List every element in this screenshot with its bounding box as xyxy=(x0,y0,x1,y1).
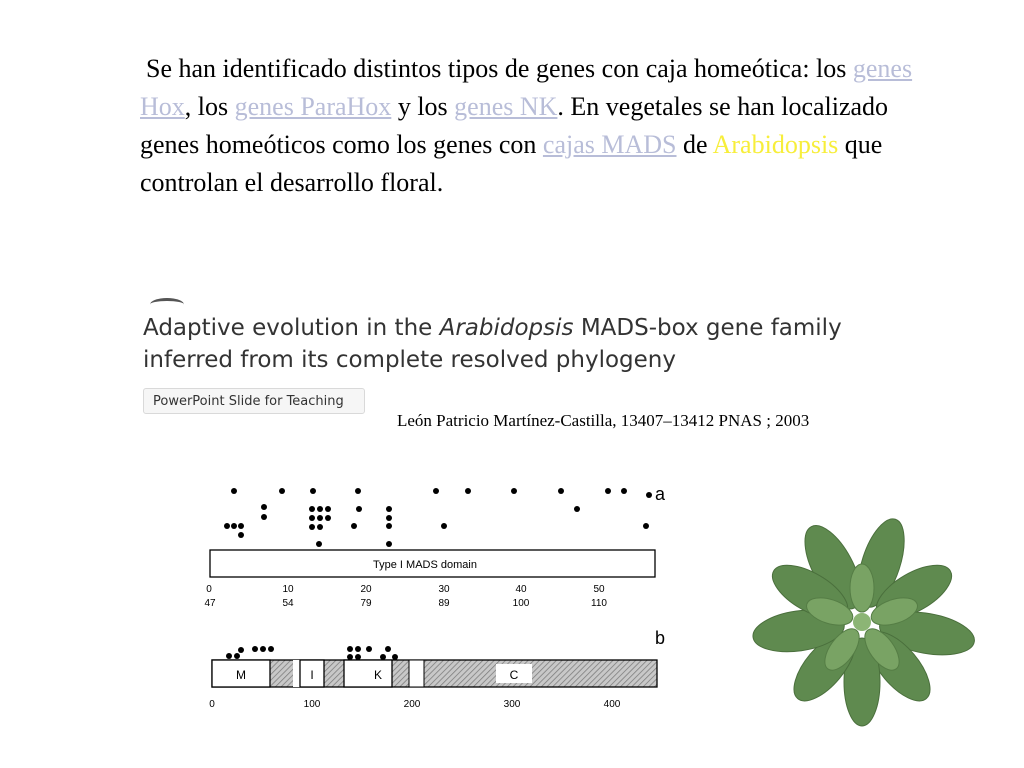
domain-label: Type I MADS domain xyxy=(373,559,477,571)
paragraph-text: Se han identificado distintos tipos de genes con caja homeótica: los xyxy=(146,54,853,83)
svg-text:89: 89 xyxy=(438,598,450,609)
svg-text:M: M xyxy=(236,668,246,682)
svg-text:200: 200 xyxy=(403,699,421,710)
svg-text:50: 50 xyxy=(593,584,605,595)
citation: León Patricio Martínez-Castilla, 13407–13412 PNAS ; 2003 xyxy=(397,411,810,430)
svg-text:C: C xyxy=(509,668,519,682)
highlight-arabidopsis: Arabidopsis xyxy=(712,130,839,159)
svg-text:110: 110 xyxy=(591,598,607,609)
svg-text:K: K xyxy=(373,668,383,682)
svg-text:20: 20 xyxy=(360,584,372,595)
svg-text:I: I xyxy=(310,668,314,682)
svg-text:100: 100 xyxy=(512,598,530,609)
svg-text:30: 30 xyxy=(438,584,450,595)
link-genes-parahox[interactable]: genes ParaHox xyxy=(234,92,392,121)
body-paragraph: Se han identificado distintos tipos de genes con caja homeótica: los genes Hox, los genes ParaHox y los genes NK. En vegetales se han localizado genes homeóticos como los genes con cajas MADS de Arabidopsis que controlan el desarrollo floral. xyxy=(140,54,913,197)
svg-text:40: 40 xyxy=(515,584,527,595)
svg-text:400: 400 xyxy=(603,699,621,710)
panel-b-label: b xyxy=(655,628,666,648)
ppt-slide-button[interactable]: PowerPoint Slide for Teaching xyxy=(143,388,365,414)
svg-text:10: 10 xyxy=(282,584,294,595)
svg-text:300: 300 xyxy=(503,699,521,710)
link-genes-nk[interactable]: genes NK xyxy=(454,92,558,121)
svg-text:47: 47 xyxy=(204,598,216,609)
svg-text:79: 79 xyxy=(360,598,372,609)
svg-text:0: 0 xyxy=(206,584,212,595)
paper-title: Adaptive evolution in the Arabidopsis MADS-box gene family inferred from its complete resolved phylogeny xyxy=(143,315,842,373)
svg-text:100: 100 xyxy=(303,699,321,710)
panel-a-label: a xyxy=(655,484,666,504)
link-genes-hox[interactable]: genes Hox xyxy=(140,54,913,121)
svg-text:0: 0 xyxy=(209,699,215,710)
link-cajas-mads[interactable]: cajas MADS xyxy=(542,130,677,159)
svg-text:54: 54 xyxy=(282,598,294,609)
